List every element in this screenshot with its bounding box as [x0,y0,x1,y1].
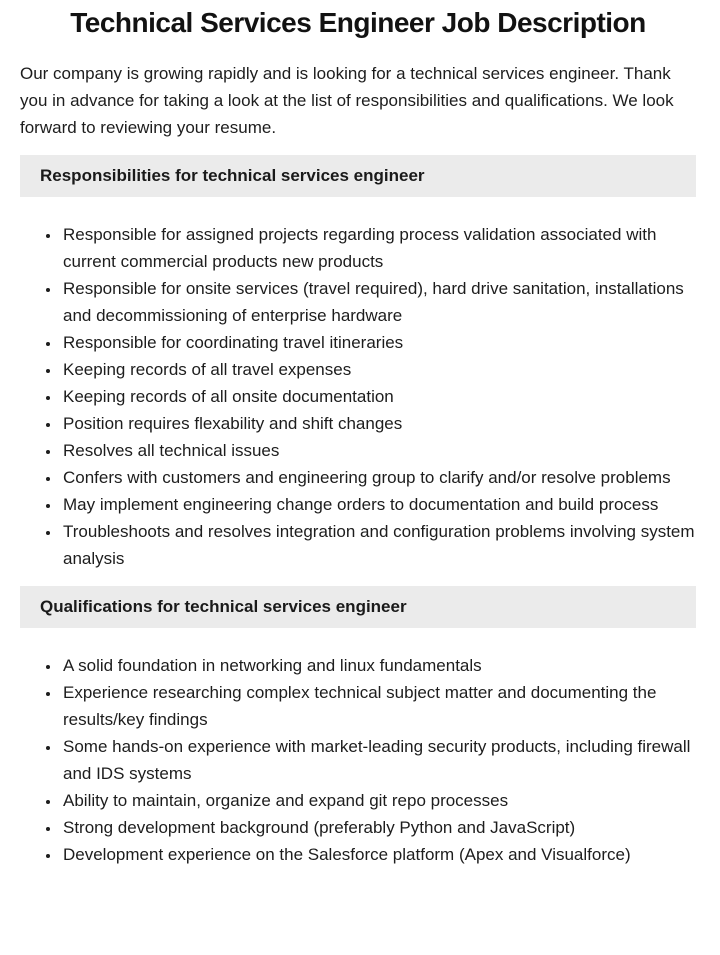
list-item: • Resolves all technical issues [61,437,696,464]
list-item: • Troubleshoots and resolves integration and configuration problems involving system analysis [61,518,696,572]
section-header-qualifications [20,586,696,628]
section-header-responsibilities-label: Responsibilities for technical services engineer [40,166,425,185]
qualifications-list [20,652,696,868]
list-item: • Responsible for coordinating travel itineraries [61,329,696,356]
list-item: • Experience researching complex technical subject matter and documenting the results/key findings [61,679,696,733]
list-item: • Responsible for assigned projects regarding process validation associated with current commercial products new products [61,221,696,275]
responsibilities-list [20,221,696,572]
list-item: • Position requires flexability and shift changes [61,410,696,437]
list-item: • May implement engineering change orders to documentation and build process [61,491,696,518]
list-item: • Keeping records of all onsite documentation [61,383,696,410]
section-header-qualifications-label: Qualifications for technical services engineer [40,597,407,616]
page-title: Technical Services Engineer Job Description [70,7,646,38]
list-item: • Keeping records of all travel expenses [61,356,696,383]
list-item: • Development experience on the Salesforce platform (Apex and Visualforce) [61,841,696,868]
intro-paragraph: Our company is growing rapidly and is looking for a technical services engineer. Thank you in advance for taking a look at the list of responsibilities and qualifications. We look forward to reviewing your resume. [20,64,674,137]
job-description-page [0,6,720,868]
section-header-responsibilities [20,155,696,197]
list-item: • Responsible for onsite services (travel required), hard drive sanitation, installations and decommissioning of enterprise hardware [61,275,696,329]
list-item: • Some hands-on experience with market-leading security products, including firewall and IDS systems [61,733,696,787]
list-item: • Ability to maintain, organize and expand git repo processes [61,787,696,814]
list-item: • A solid foundation in networking and linux fundamentals [61,652,696,679]
list-item: • Strong development background (preferably Python and JavaScript) [61,814,696,841]
list-item: • Confers with customers and engineering group to clarify and/or resolve problems [61,464,696,491]
